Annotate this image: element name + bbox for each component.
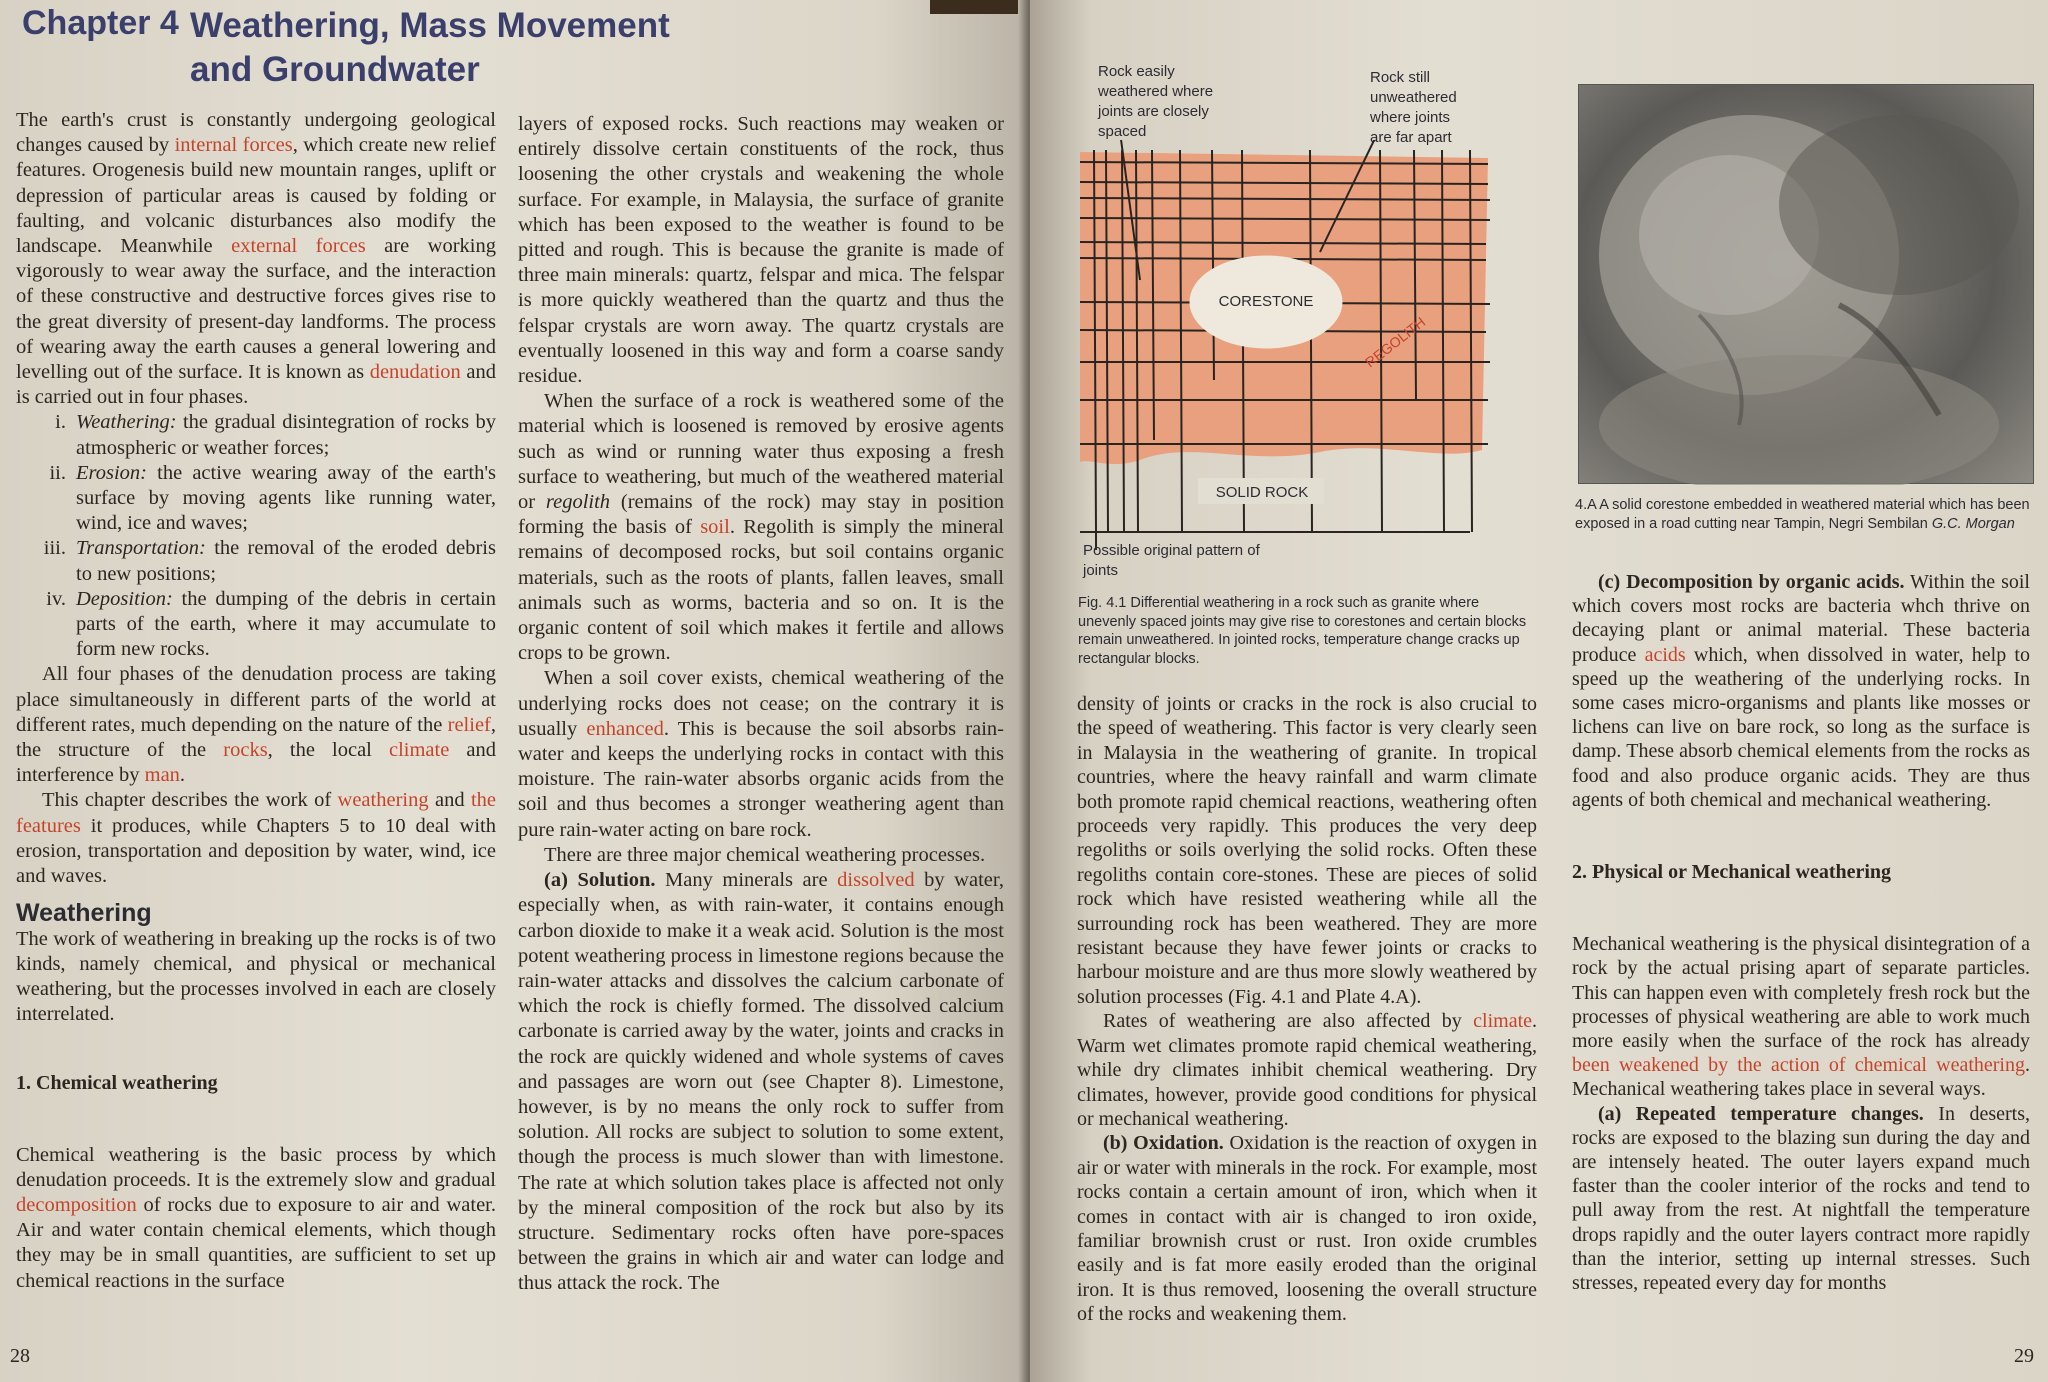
paragraph: density of joints or cracks in the rock is also crucial to the speed of weathering. This factor is very clearly seen in Malaysia in the weathering of granite. In tropical countries, where the heavy rainfall and warm climate both promote rapid chemical reactions, weathering often proceeds very rapidly. This produces the very deep regoliths or soils overlying the solid rocks. Often these regoliths contain core-stones. These are pieces of solid rock which have resisted weathering while all the surrounding rock has been weathered. They are more resistant because they have fewer joints or cracks to harbour moisture and are thus more slowly weathered by solution processes (Fig. 4.1 and Plate 4.A). xyxy=(1077,693,1537,1008)
paragraph: All four phases of the denudation process are taking place simultaneously in different parts of the world at different rates, much depending on the nature of the relief, the structure of the rocks, the local climate and interference by man. xyxy=(16,663,497,787)
left-column-2 xyxy=(518,112,1004,1297)
paragraph: This chapter describes the work of weathering and the features it produces, while Chapters 5 to 10 deal with erosion, transportation and deposition by water, wind, ice and waves. xyxy=(16,789,496,888)
photo-credit: G.C. Morgan xyxy=(1931,515,2015,532)
subsection-heading-chemical: 1. Chemical weathering xyxy=(16,1072,218,1095)
paragraph: (a) Solution. Many minerals are dissolved by water, especially when, as with rain-water, it contains enough carbon dioxide to make it a weak acid. Solution is the most potent weathering process in limestone regions because the rain-water attacks and dissolves the calcium carbonate of which the rock is chiefly formed. The dissolved calcium carbonate is carried away by the water, joints and cracks in the rock are quickly widened and whole systems of caves and passages are worn out (see Chapter 8). Limestone, however, is by no means the only rock to suffer from solution. All rocks are subject to solution to some extent, though the process is much slower than with limestone. The rate at which solution takes place is affected not only by the mineral composition of the rock but also by its structure. Sedimentary rocks often have pore-spaces between the grains in which air and water can lodge and thus attack the rock. The xyxy=(518,869,1004,1295)
differential-weathering-diagram xyxy=(1080,140,1500,560)
photo-texture xyxy=(1579,85,2035,485)
paragraph: layers of exposed rocks. Such reactions may weaken or entirely dissolve certain constituents of the rock, thus loosening the other crystals and weakening the whole surface. For example, in Malaysia, the surface of granite which has been exposed to the weather is found to be pitted and rough. This is because the granite is made of three main minerals: quartz, felspar and mica. The felspar is more quickly weathered than the quartz and thus the felspar crystals are worn away. The quartz crystals are eventually loosened in this way and form a coarse sandy residue. xyxy=(518,113,1004,388)
paragraph: (c) Decomposition by organic acids. Within the soil which covers most rocks are bacteria whch thrive on decaying plant or animal material. These bacteria produce acids which, when dissolved in water, help to speed up the weathering of the underlying rocks. In some cases micro-organisms and plants like mosses or lichens can live on bare rock, so long as the surface is damp. These absorb chemical elements from the rocks as food and also produce organic acids. They are thus agents of both chemical and mechanical weathering. xyxy=(1572,571,2030,811)
term-denudation: denudation xyxy=(369,361,461,384)
figure-label-top-right: Rock still unweathered where joints are far apart xyxy=(1370,69,1457,146)
figure-label-top-left: Rock easily weathered where joints are closely spaced xyxy=(1098,63,1214,140)
corestone-photograph xyxy=(1578,84,2034,484)
paragraph: (a) Repeated temperature changes. In deserts, rocks are exposed to the blazing sun during the day and are intensely heated. The outer layers expand much faster than the cooler interior of the rocks and tend to pull away from the rest. At nightfall the temperature drops rapidly and the outer layers contract more rapidly than the interior, setting up internal stresses. Such stresses, repeated every day for months xyxy=(1572,1102,2030,1295)
figure-label-bottom: Possible original pattern of joints xyxy=(1083,542,1260,579)
right-column-1 xyxy=(1077,692,1537,1327)
solid-rock-label: SOLID ROCK xyxy=(1215,484,1309,501)
paragraph: When a soil cover exists, chemical weathering of the underlying rocks does not cease; on the contrary it is usually enhanced. This is because the soil absorbs rain-water and keeps the underlying rocks in contact with this moisture. The rain-water absorbs organic acids from the soil and thus becomes a stronger weathering agent than pure rain-water acting on bare rock. xyxy=(518,667,1004,841)
list-item: iv. Deposition: the dumping of the debris in certain parts of the earth, where it may accumulate to form new rocks. xyxy=(46,587,496,661)
paragraph: The work of weathering in breaking up the rocks is of two kinds, namely chemical, and physical or mechanical weathering, but the processes involved in each are closely interrelated. xyxy=(16,927,496,1026)
corestone-label: CORESTONE xyxy=(1218,293,1314,310)
paragraph: Rates of weathering are also affected by climate. Warm wet climates promote rapid chemical weathering, while dry climates inhibit chemical weathering. Dry climates, however, provide good conditions for physical or mechanical weathering. xyxy=(1077,1010,1537,1130)
page-number-left: 28 xyxy=(10,1345,30,1367)
paragraph: When the surface of a rock is weathered some of the material which is loosened is removed by erosive agents such as wind or running water thus exposing a fresh surface to weathering, but much of the weathered material or regolith (remains of the rock) may stay in position forming the basis of soil. Regolith is simply the mineral remains of decomposed rocks, but soil contains organic materials, such as the roots of plants, fallen leaves, small animals such as worms, bacteria and so on. It is the organic content of soil which makes it fertile and allows crops to be grown. xyxy=(518,390,1005,665)
paragraph: Mechanical weathering is the physical disintegration of a rock by the actual prising apart of separate particles. This can happen even with completely fresh rock but the processes of physical weathering are able to work much more easily when the surface of the rock has already been weakened by the action of chemical weathering. Mechanical weathering takes place in several ways. xyxy=(1572,933,2030,1101)
page-number-right: 29 xyxy=(2014,1345,2034,1367)
chapter-title: Weathering, Mass Movement and Groundwater xyxy=(190,6,670,89)
subsection-heading-physical: 2. Physical or Mechanical weathering xyxy=(1572,861,1892,884)
list-item: i. Weathering: the gradual disintegration of rocks by atmospheric or weather forces; xyxy=(55,411,496,459)
left-column-1 xyxy=(16,108,496,1294)
paragraph: There are three major chemical weathering processes. xyxy=(544,843,986,866)
list-item: iii. Transportation: the removal of the eroded debris to new positions; xyxy=(43,537,496,585)
chapter-number: Chapter 4 xyxy=(22,4,179,42)
figure-caption: Fig. 4.1 Differential weathering in a rock such as granite where unevenly spaced joints may give rise to corestones and certain blocks remain unweathered. In jointed rocks, temperature change cracks up rectangular blocks. xyxy=(1078,595,1527,667)
plate-caption: 4.A A solid corestone embedded in weathered material which has been exposed in a road cutting near Tampin, Negri Sembilan G.C. Morgan xyxy=(1575,497,2030,532)
term-external-forces: external forces xyxy=(231,235,366,258)
list-item: ii. Erosion: the active wearing away of the earth's surface by moving agents like running water, wind, ice and waves; xyxy=(49,461,496,535)
section-heading-weathering: Weathering xyxy=(16,899,152,928)
paragraph: Chemical weathering is the basic process by which denudation proceeds. It is the extremely slow and gradual decomposition of rocks due to exposure to air and water. Air and water contain chemical elements, which though they may be in small quantities, are sufficient to set up chemical reactions in the surface xyxy=(16,1143,496,1292)
denudation-phases-list xyxy=(16,410,496,662)
right-column-2 xyxy=(1572,570,2030,1295)
paragraph: (b) Oxidation. Oxidation is the reaction of oxygen in air or water with minerals in the rock. For example, most rocks contain a certain amount of iron, which when it comes in contact with air is changed to iron oxide, familiar brownish crust or rust. Iron oxide crumbles easily and is fat more easily eroded than the original iron. It is thus removed, loosening the overall structure of the rocks and weakening them. xyxy=(1077,1132,1537,1326)
regolith-label: REGOLITH xyxy=(1361,313,1429,371)
intro-paragraph: The earth's crust is constantly undergoing geological changes caused by internal forces, which create new relief features. Orogenesis build new mountain ranges, uplift or depression of particular areas is caused by folding or faulting, and volcanic disturbances also modify the landscape. Meanwhile external forces are working vigorously to wear away the surface, and the interaction of these constructive and destructive forces gives rise to the great diversity of present-day landforms. The process of wearing away the earth causes a general lowering and levelling out of the surface. It is known as denudation and is carried out in four phases. xyxy=(16,109,497,409)
term-internal-forces: internal forces xyxy=(174,134,293,157)
